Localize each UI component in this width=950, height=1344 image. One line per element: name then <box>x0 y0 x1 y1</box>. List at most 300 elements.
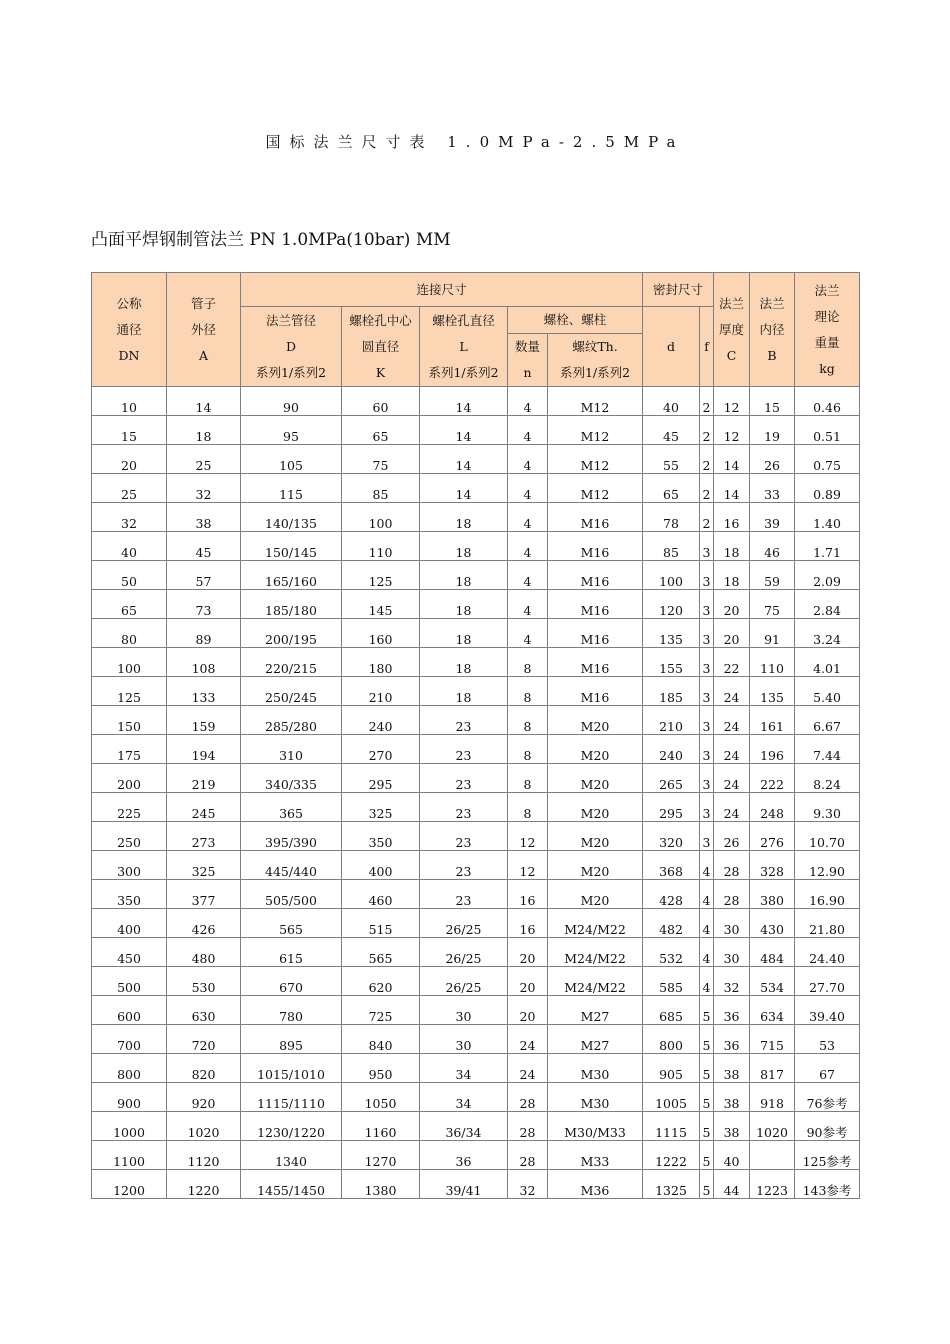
table-cell: 8 <box>508 735 548 764</box>
table-cell: M24/M22 <box>548 967 643 996</box>
table-cell: M16 <box>548 648 643 677</box>
table-cell: 1223 <box>750 1170 795 1199</box>
table-cell: 33 <box>750 474 795 503</box>
table-cell <box>750 1141 795 1170</box>
table-row <box>92 619 860 648</box>
table-cell: 39 <box>750 503 795 532</box>
table-row <box>92 1025 860 1054</box>
table-cell: 565 <box>241 909 342 938</box>
table-cell: M12 <box>548 445 643 474</box>
table-row <box>92 822 860 851</box>
table-cell: 18 <box>420 532 508 561</box>
table-cell: 143参考 <box>795 1170 860 1199</box>
table-row <box>92 996 860 1025</box>
table-cell: 110 <box>342 532 420 561</box>
table-cell: 4 <box>700 938 714 967</box>
table-cell: 1015/1010 <box>241 1054 342 1083</box>
table-cell: 23 <box>420 880 508 909</box>
table-cell: 4 <box>508 474 548 503</box>
table-cell: 160 <box>342 619 420 648</box>
table-cell: 19 <box>750 416 795 445</box>
table-cell: 3 <box>700 619 714 648</box>
table-cell: 24 <box>508 1054 548 1083</box>
table-cell: 3 <box>700 822 714 851</box>
table-cell: 220/215 <box>241 648 342 677</box>
table-cell: 3.24 <box>795 619 860 648</box>
table-cell: 24 <box>714 706 750 735</box>
table-cell: 36 <box>714 1025 750 1054</box>
table-cell: M16 <box>548 677 643 706</box>
table-cell: M24/M22 <box>548 909 643 938</box>
table-cell: 34 <box>420 1054 508 1083</box>
table-cell: 180 <box>342 648 420 677</box>
table-cell: 20 <box>508 938 548 967</box>
table-cell: 670 <box>241 967 342 996</box>
table-cell: 4 <box>508 532 548 561</box>
table-cell: 817 <box>750 1054 795 1083</box>
table-cell: 185/180 <box>241 590 342 619</box>
table-cell: 400 <box>342 851 420 880</box>
table-cell: 3 <box>700 590 714 619</box>
table-cell: 4 <box>700 909 714 938</box>
table-cell: 1005 <box>643 1083 700 1112</box>
header-pipe-outer-diameter: 管子 外径 A <box>167 273 241 387</box>
table-cell: 4.01 <box>795 648 860 677</box>
table-row <box>92 677 860 706</box>
table-row <box>92 1170 860 1199</box>
table-cell: 685 <box>643 996 700 1025</box>
table-row <box>92 561 860 590</box>
table-cell: 14 <box>420 445 508 474</box>
table-cell: 30 <box>420 996 508 1025</box>
table-cell: 700 <box>92 1025 167 1054</box>
table-cell: M20 <box>548 764 643 793</box>
table-cell: M20 <box>548 851 643 880</box>
table-cell: 91 <box>750 619 795 648</box>
table-cell: 295 <box>342 764 420 793</box>
header-seal-d: d <box>643 307 700 387</box>
table-cell: 5 <box>700 1112 714 1141</box>
table-cell: 905 <box>643 1054 700 1083</box>
table-cell: 450 <box>92 938 167 967</box>
table-cell: 34 <box>420 1083 508 1112</box>
table-cell: M16 <box>548 532 643 561</box>
table-cell: 27.70 <box>795 967 860 996</box>
table-cell: 161 <box>750 706 795 735</box>
table-cell: 12.90 <box>795 851 860 880</box>
table-cell: 40 <box>714 1141 750 1170</box>
table-cell: 55 <box>643 445 700 474</box>
table-cell: 600 <box>92 996 167 1025</box>
table-cell: 14 <box>420 416 508 445</box>
table-cell: 60 <box>342 387 420 416</box>
table-cell: 1120 <box>167 1141 241 1170</box>
table-cell: 65 <box>342 416 420 445</box>
table-cell: 0.75 <box>795 445 860 474</box>
table-cell: 24 <box>714 764 750 793</box>
table-cell: 10.70 <box>795 822 860 851</box>
table-cell: 24.40 <box>795 938 860 967</box>
table-cell: 500 <box>92 967 167 996</box>
table-cell: 155 <box>643 648 700 677</box>
table-cell: 14 <box>714 445 750 474</box>
table-cell: 18 <box>420 561 508 590</box>
table-cell: 100 <box>342 503 420 532</box>
table-cell: 505/500 <box>241 880 342 909</box>
table-cell: 28 <box>508 1083 548 1112</box>
table-cell: 219 <box>167 764 241 793</box>
table-cell: 484 <box>750 938 795 967</box>
table-cell: 10 <box>92 387 167 416</box>
table-row <box>92 416 860 445</box>
table-cell: 135 <box>643 619 700 648</box>
table-cell: 800 <box>643 1025 700 1054</box>
table-cell: 482 <box>643 909 700 938</box>
table-row <box>92 764 860 793</box>
table-cell: 28 <box>714 851 750 880</box>
table-cell: 30 <box>714 938 750 967</box>
table-cell: 16 <box>714 503 750 532</box>
table-cell: 39.40 <box>795 996 860 1025</box>
table-cell: 22 <box>714 648 750 677</box>
header-flange-weight: 法兰 理论 重量 kg <box>795 273 860 387</box>
table-cell: 2.09 <box>795 561 860 590</box>
table-row <box>92 851 860 880</box>
table-cell: 320 <box>643 822 700 851</box>
table-row <box>92 880 860 909</box>
table-cell: 8 <box>508 764 548 793</box>
table-cell: 28 <box>714 880 750 909</box>
table-cell: 24 <box>508 1025 548 1054</box>
table-cell: 325 <box>342 793 420 822</box>
table-cell: 840 <box>342 1025 420 1054</box>
table-cell: 428 <box>643 880 700 909</box>
table-cell: 365 <box>241 793 342 822</box>
table-cell: 5 <box>700 1170 714 1199</box>
table-cell: 133 <box>167 677 241 706</box>
table-cell: 276 <box>750 822 795 851</box>
table-cell: M12 <box>548 416 643 445</box>
table-cell: 120 <box>643 590 700 619</box>
table-cell: 12 <box>714 416 750 445</box>
table-cell: M16 <box>548 561 643 590</box>
table-cell: 28 <box>508 1112 548 1141</box>
table-cell: 5.40 <box>795 677 860 706</box>
table-cell: 4 <box>508 445 548 474</box>
table-cell: 2 <box>700 387 714 416</box>
table-cell: 26 <box>714 822 750 851</box>
table-cell: 25 <box>92 474 167 503</box>
table-cell: 16 <box>508 909 548 938</box>
table-cell: 18 <box>714 532 750 561</box>
table-cell: 4 <box>700 967 714 996</box>
table-cell: 80 <box>92 619 167 648</box>
table-cell: 100 <box>92 648 167 677</box>
table-cell: 16.90 <box>795 880 860 909</box>
table-cell: 26 <box>750 445 795 474</box>
table-cell: 2.84 <box>795 590 860 619</box>
table-cell: 1000 <box>92 1112 167 1141</box>
table-cell: 8 <box>508 706 548 735</box>
table-cell: 400 <box>92 909 167 938</box>
table-cell: 620 <box>342 967 420 996</box>
table-cell: 14 <box>420 474 508 503</box>
table-cell: 4 <box>700 880 714 909</box>
table-cell: 140/135 <box>241 503 342 532</box>
table-cell: 900 <box>92 1083 167 1112</box>
table-row <box>92 706 860 735</box>
table-cell: 90参考 <box>795 1112 860 1141</box>
table-cell: 445/440 <box>241 851 342 880</box>
table-row <box>92 445 860 474</box>
table-cell: 426 <box>167 909 241 938</box>
table-cell: 950 <box>342 1054 420 1083</box>
table-row <box>92 1112 860 1141</box>
table-cell: 4 <box>700 851 714 880</box>
table-cell: 194 <box>167 735 241 764</box>
header-connection-dimensions: 连接尺寸 <box>241 273 643 307</box>
table-cell: 18 <box>167 416 241 445</box>
table-cell: 26/25 <box>420 909 508 938</box>
table-cell: 20 <box>714 619 750 648</box>
table-cell: 720 <box>167 1025 241 1054</box>
table-cell: 24 <box>714 735 750 764</box>
table-cell: 1160 <box>342 1112 420 1141</box>
header-flange-inner-diameter: 法兰 内径 B <box>750 273 795 387</box>
table-cell: 8 <box>508 677 548 706</box>
table-cell: 20 <box>508 996 548 1025</box>
table-cell: M20 <box>548 735 643 764</box>
table-body <box>92 387 860 1199</box>
table-cell: 530 <box>167 967 241 996</box>
table-cell: 565 <box>342 938 420 967</box>
table-cell: 115 <box>241 474 342 503</box>
table-cell: 895 <box>241 1025 342 1054</box>
table-cell: 222 <box>750 764 795 793</box>
table-cell: 39/41 <box>420 1170 508 1199</box>
table-cell: 38 <box>714 1054 750 1083</box>
table-cell: 350 <box>342 822 420 851</box>
table-cell: 1325 <box>643 1170 700 1199</box>
table-cell: 150 <box>92 706 167 735</box>
table-cell: 57 <box>167 561 241 590</box>
table-cell: 185 <box>643 677 700 706</box>
table-cell: 40 <box>643 387 700 416</box>
table-cell: 200 <box>92 764 167 793</box>
table-cell: 1050 <box>342 1083 420 1112</box>
table-cell: 18 <box>420 677 508 706</box>
table-cell: M30 <box>548 1083 643 1112</box>
table-cell: M16 <box>548 590 643 619</box>
table-cell: 4 <box>508 561 548 590</box>
table-cell: 73 <box>167 590 241 619</box>
table-cell: 18 <box>714 561 750 590</box>
table-cell: 145 <box>342 590 420 619</box>
table-cell: 1200 <box>92 1170 167 1199</box>
table-cell: 36 <box>714 996 750 1025</box>
table-cell: 0.51 <box>795 416 860 445</box>
table-cell: M30/M33 <box>548 1112 643 1141</box>
table-cell: 4 <box>508 416 548 445</box>
table-cell: 1.40 <box>795 503 860 532</box>
table-row <box>92 1054 860 1083</box>
table-cell: 225 <box>92 793 167 822</box>
table-row <box>92 793 860 822</box>
table-cell: 53 <box>795 1025 860 1054</box>
table-row <box>92 967 860 996</box>
table-cell: 1115 <box>643 1112 700 1141</box>
table-cell: 715 <box>750 1025 795 1054</box>
table-cell: 585 <box>643 967 700 996</box>
table-cell: 18 <box>420 648 508 677</box>
table-cell: 800 <box>92 1054 167 1083</box>
table-cell: 250/245 <box>241 677 342 706</box>
table-cell: 159 <box>167 706 241 735</box>
table-cell: 2 <box>700 445 714 474</box>
table-cell: 285/280 <box>241 706 342 735</box>
table-cell: 175 <box>92 735 167 764</box>
table-cell: 46 <box>750 532 795 561</box>
table-cell: 15 <box>92 416 167 445</box>
table-cell: M24/M22 <box>548 938 643 967</box>
table-cell: 532 <box>643 938 700 967</box>
table-cell: 270 <box>342 735 420 764</box>
table-cell: 9.30 <box>795 793 860 822</box>
table-cell: 125 <box>92 677 167 706</box>
table-cell: 3 <box>700 648 714 677</box>
table-cell: 20 <box>92 445 167 474</box>
table-cell: 30 <box>420 1025 508 1054</box>
table-row <box>92 909 860 938</box>
table-cell: 4 <box>508 387 548 416</box>
table-cell: 23 <box>420 822 508 851</box>
table-cell: 125参考 <box>795 1141 860 1170</box>
table-cell: M36 <box>548 1170 643 1199</box>
table-cell: 3 <box>700 561 714 590</box>
table-cell: 100 <box>643 561 700 590</box>
header-bolt-hole-diameter: 螺栓孔直径 L 系列1/系列2 <box>420 307 508 387</box>
table-cell: 8 <box>508 793 548 822</box>
table-cell: 18 <box>420 590 508 619</box>
table-cell: M12 <box>548 474 643 503</box>
table-cell: 24 <box>714 793 750 822</box>
table-cell: 2 <box>700 503 714 532</box>
table-cell: 0.46 <box>795 387 860 416</box>
table-cell: 85 <box>643 532 700 561</box>
table-cell: 8 <box>508 648 548 677</box>
table-cell: 634 <box>750 996 795 1025</box>
table-cell: 50 <box>92 561 167 590</box>
table-cell: 23 <box>420 764 508 793</box>
table-cell: 1020 <box>750 1112 795 1141</box>
table-cell: 380 <box>750 880 795 909</box>
table-cell: 350 <box>92 880 167 909</box>
table-row <box>92 503 860 532</box>
table-cell: 1222 <box>643 1141 700 1170</box>
table-row <box>92 387 860 416</box>
table-cell: 1100 <box>92 1141 167 1170</box>
header-bolt-circle-diameter: 螺栓孔中心 圆直径 K <box>342 307 420 387</box>
table-cell: 23 <box>420 851 508 880</box>
table-cell: M16 <box>548 619 643 648</box>
table-cell: 265 <box>643 764 700 793</box>
table-cell: 240 <box>643 735 700 764</box>
table-cell: 1.71 <box>795 532 860 561</box>
table-cell: 36 <box>420 1141 508 1170</box>
table-cell: 65 <box>643 474 700 503</box>
table-cell: 2 <box>700 416 714 445</box>
table-cell: 3 <box>700 764 714 793</box>
table-cell: 630 <box>167 996 241 1025</box>
header-flange-thickness: 法兰 厚度 C <box>714 273 750 387</box>
table-cell: 0.89 <box>795 474 860 503</box>
table-row <box>92 474 860 503</box>
table-cell: 300 <box>92 851 167 880</box>
table-cell: 12 <box>714 387 750 416</box>
table-cell: M27 <box>548 1025 643 1054</box>
table-cell: 248 <box>750 793 795 822</box>
table-cell: 12 <box>508 851 548 880</box>
table-row <box>92 938 860 967</box>
header-seal-f: f <box>700 307 714 387</box>
table-cell: 89 <box>167 619 241 648</box>
table-cell: 918 <box>750 1083 795 1112</box>
table-cell: 38 <box>714 1112 750 1141</box>
table-cell: M16 <box>548 503 643 532</box>
table-cell: 4 <box>508 619 548 648</box>
table-cell: 920 <box>167 1083 241 1112</box>
table-cell: 26/25 <box>420 967 508 996</box>
table-cell: 20 <box>714 590 750 619</box>
table-cell: 310 <box>241 735 342 764</box>
table-cell: 23 <box>420 735 508 764</box>
table-cell: 515 <box>342 909 420 938</box>
table-cell: 125 <box>342 561 420 590</box>
table-row <box>92 1141 860 1170</box>
table-cell: 325 <box>167 851 241 880</box>
table-cell: 460 <box>342 880 420 909</box>
table-cell: 18 <box>420 619 508 648</box>
header-bolt-thread: 螺纹Th. 系列1/系列2 <box>548 334 643 387</box>
table-cell: 4 <box>508 590 548 619</box>
table-cell: 14 <box>167 387 241 416</box>
table-cell: 150/145 <box>241 532 342 561</box>
table-cell: 165/160 <box>241 561 342 590</box>
table-cell: 196 <box>750 735 795 764</box>
table-cell: 245 <box>167 793 241 822</box>
table-cell: 30 <box>714 909 750 938</box>
table-cell: 430 <box>750 909 795 938</box>
table-cell: 108 <box>167 648 241 677</box>
table-cell: M33 <box>548 1141 643 1170</box>
table-cell: 85 <box>342 474 420 503</box>
table-row <box>92 1083 860 1112</box>
table-row <box>92 532 860 561</box>
table-cell: 1115/1110 <box>241 1083 342 1112</box>
table-cell: M12 <box>548 387 643 416</box>
table-cell: 20 <box>508 967 548 996</box>
table-cell: 1020 <box>167 1112 241 1141</box>
table-cell: 340/335 <box>241 764 342 793</box>
table-cell: 725 <box>342 996 420 1025</box>
table-cell: 32 <box>167 474 241 503</box>
table-cell: 23 <box>420 706 508 735</box>
table-cell: 78 <box>643 503 700 532</box>
table-cell: 3 <box>700 677 714 706</box>
header-bolt-quantity: 数量 n <box>508 334 548 387</box>
table-cell: 5 <box>700 1054 714 1083</box>
table-cell: 1455/1450 <box>241 1170 342 1199</box>
